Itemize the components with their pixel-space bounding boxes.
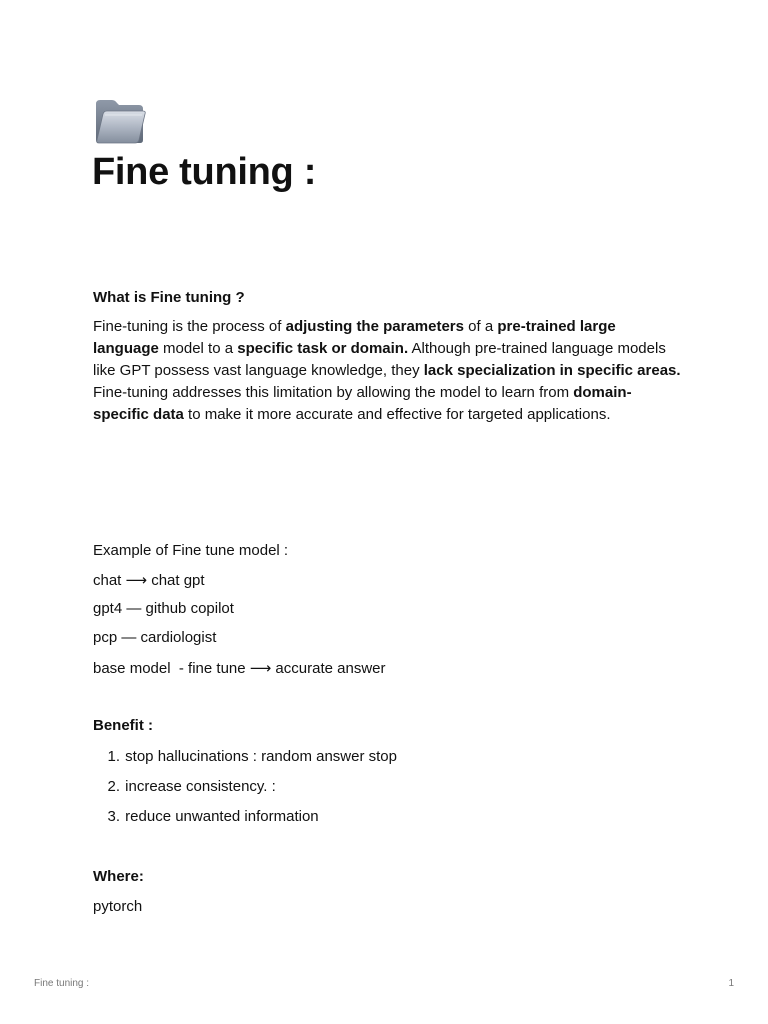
what-is-paragraph [93,316,683,426]
example-line: pcp — cardiologist [93,629,217,646]
where-text: pytorch [93,898,143,915]
what-is-heading: What is Fine tuning ? [93,289,245,306]
paragraph-text: of a [464,318,498,335]
where-heading: Where: [93,868,144,885]
list-item [93,806,397,836]
list-number: 1. [107,748,120,765]
paragraph-text: Fine-tuning addresses this limitation by allowing the model to learn from [93,384,574,401]
footer-title: Fine tuning : [34,978,90,989]
emphasis-text: specific task or domain. [237,340,409,357]
page-title: Fine tuning : [92,151,317,193]
list-number: 3. [107,808,120,825]
page-number: 1 [728,978,734,989]
paragraph-text: model to a [158,340,238,357]
list-item-text: reduce unwanted information [125,808,319,825]
list-item [93,776,397,806]
examples-heading: Example of Fine tune model : [93,542,289,559]
emphasis-text: adjusting the parameters [285,318,464,335]
what-is-section [93,288,683,426]
emphasis-text: lack specialization in specific areas. [423,362,681,379]
emphasis-text: pre-trained large language [93,318,616,357]
list-item-text: increase consistency. : [125,778,276,795]
emphasis-text: domain-specific data [93,384,632,423]
paragraph-text: to make it more accurate and effective for targeted applications. [183,406,611,423]
list-item [93,746,397,776]
example-line: chat ⟶ chat gpt [93,572,205,589]
benefit-list [93,746,397,836]
example-line: gpt4 — github copilot [93,600,234,617]
paragraph-text: Although pre-trained language models like GPT possess vast language knowledge, they [93,340,666,379]
example-line: base model - fine tune ⟶ accurate answer [93,660,386,677]
folder-icon [93,96,147,146]
benefit-heading: Benefit : [93,717,153,734]
list-number: 2. [107,778,120,795]
paragraph-text: Fine-tuning is the process of [93,318,286,335]
list-item-text: stop hallucinations : random answer stop [125,748,397,765]
